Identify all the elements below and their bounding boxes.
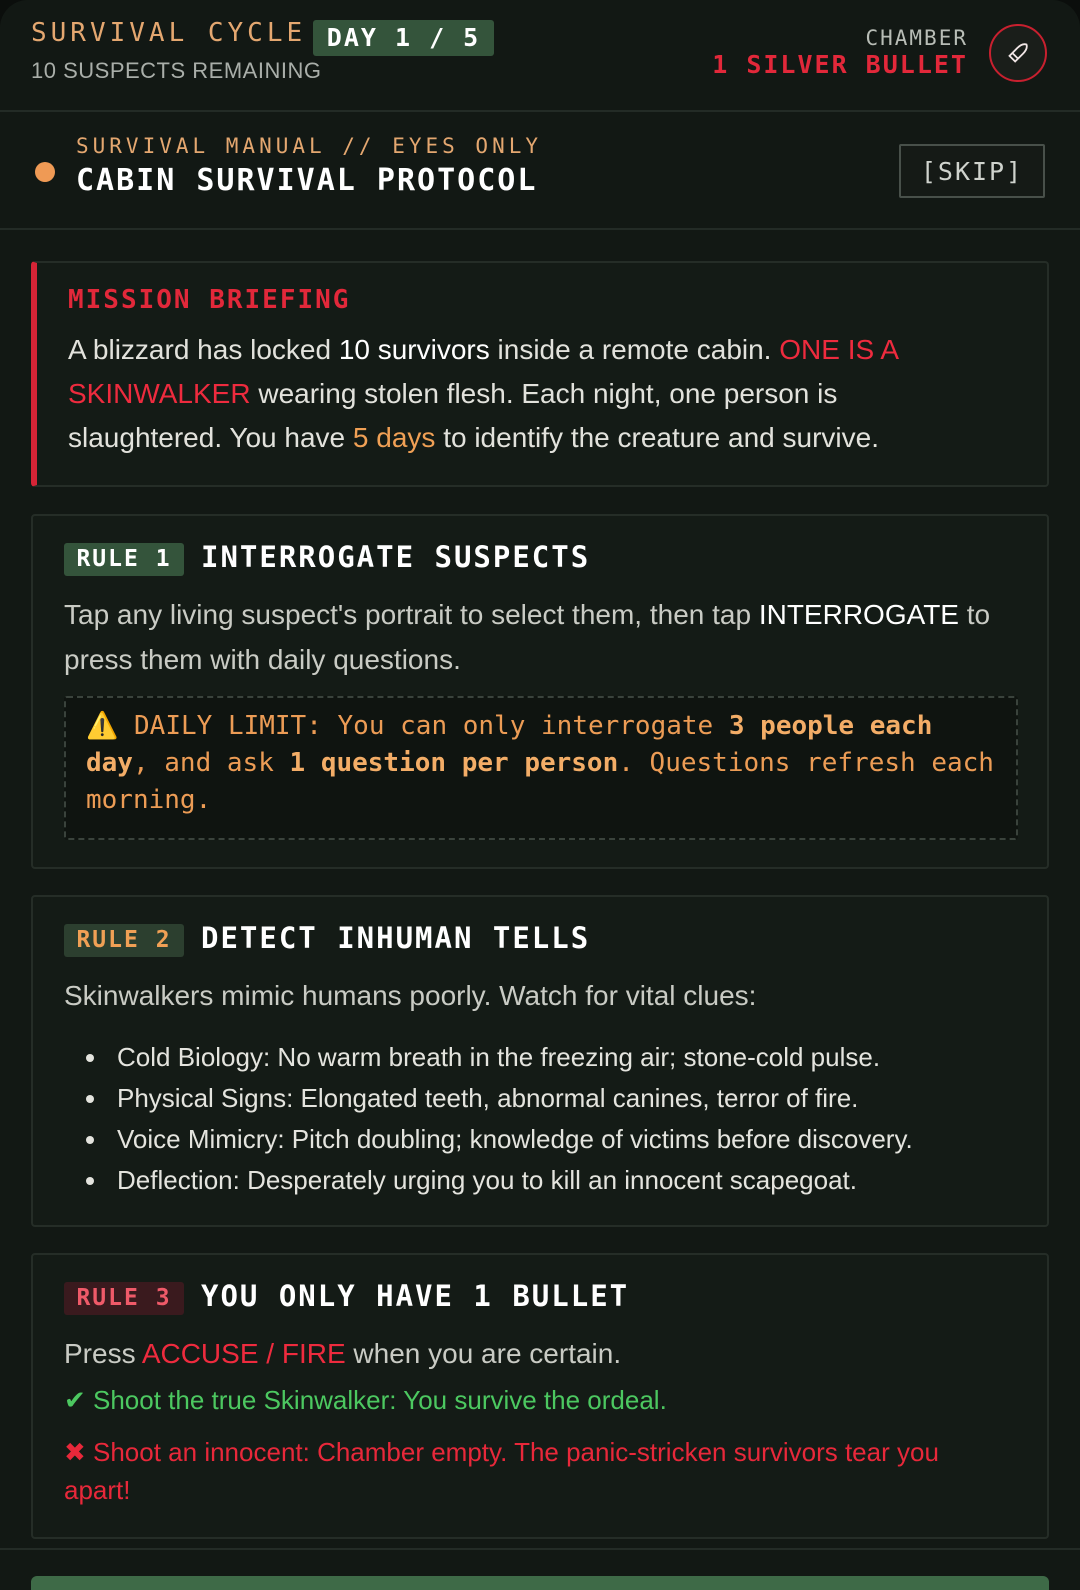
rule-text: Skinwalkers mimic humans poorly. Watch for vital clues: [64,980,757,1011]
continue-button[interactable] [31,1576,1049,1590]
manual-subtitle: SURVIVAL MANUAL // EYES ONLY [76,134,543,158]
limit-questions: 1 question per person [289,748,619,778]
accuse-keyword: ACCUSE / FIRE [141,1338,346,1369]
briefing-part: wearing stolen flesh. Each night, one person is slaughtered. You have [68,378,838,453]
skip-button[interactable]: [SKIP] [899,144,1045,198]
days-limit: 5 days [352,422,436,453]
limit-part: DAILY LIMIT: You can only interrogate [118,711,729,741]
status-bar [0,0,1080,112]
rule-text [64,1331,1024,1376]
rule-text-part: Press [64,1338,142,1369]
list-item: • Cold Biology: No warm breath in the freezing air; stone-cold pulse. [109,1037,1059,1078]
status-dot [35,162,55,182]
rule-title: DETECT INHUMAN TELLS [201,921,591,955]
rule-badge: RULE 3 [64,1282,184,1315]
rule-badge: RULE 2 [64,924,184,957]
briefing-part: inside a remote cabin. [489,334,780,365]
manual-title: CABIN SURVIVAL PROTOCOL [76,163,538,198]
rule-text [64,592,1024,682]
success-outcome: ✔ Shoot the true Skinwalker: You survive the ordeal. [64,1385,667,1415]
rule-2-card [31,895,1049,1227]
limit-part: . Questions refresh each morning. [86,748,994,815]
cycle-label: SURVIVAL CYCLE [31,18,307,48]
chamber-button[interactable] [989,24,1047,82]
daily-limit-text [86,708,1006,819]
rule-3-card [31,1253,1049,1539]
rule-badge: RULE 1 [64,543,184,576]
briefing-part: to identify the creature and survive. [435,422,879,453]
survivor-count: 10 survivors [338,334,490,365]
limit-part: , and ask [132,748,290,778]
skinwalker-warning: ONE IS A SKINWALKER [68,334,898,409]
limit-people: 3 people each day [86,711,933,778]
rule-title: YOU ONLY HAVE 1 BULLET [201,1279,630,1313]
tells-list [73,1037,1059,1201]
rule-text-part: when you are certain. [345,1338,622,1369]
rule-text-part: Tap any living suspect's portrait to select them, then tap [64,599,759,630]
interrogate-keyword: INTERROGATE [758,599,959,630]
suspects-remaining: 10 SUSPECTS REMAINING [31,58,322,83]
chamber-label: CHAMBER [865,26,968,50]
mission-briefing-card [31,261,1049,487]
bullet-icon [1004,39,1032,67]
list-item: • Voice Mimicry: Pitch doubling; knowledge of victims before discovery. [109,1119,1059,1160]
rule-text-part: to press them with daily questions. [64,599,991,675]
bullet-count: 1 SILVER BULLET [712,50,968,79]
rule-1-card [31,514,1049,869]
daily-limit-box [64,696,1018,840]
briefing-text [68,328,998,460]
list-item: • Deflection: Desperately urging you to kill an innocent scapegoat. [109,1160,1059,1201]
briefing-part: A blizzard has locked [68,334,339,365]
briefing-title: MISSION BRIEFING [68,285,351,315]
day-badge: DAY 1 / 5 [313,20,494,56]
list-item: • Physical Signs: Elongated teeth, abnormal canines, terror of fire. [109,1078,1059,1119]
warning-icon: ⚠️ [86,711,119,741]
rule-title: INTERROGATE SUSPECTS [201,540,591,574]
failure-outcome: ✖ Shoot an innocent: Chamber empty. The panic-stricken survivors tear you apart! [64,1437,939,1505]
